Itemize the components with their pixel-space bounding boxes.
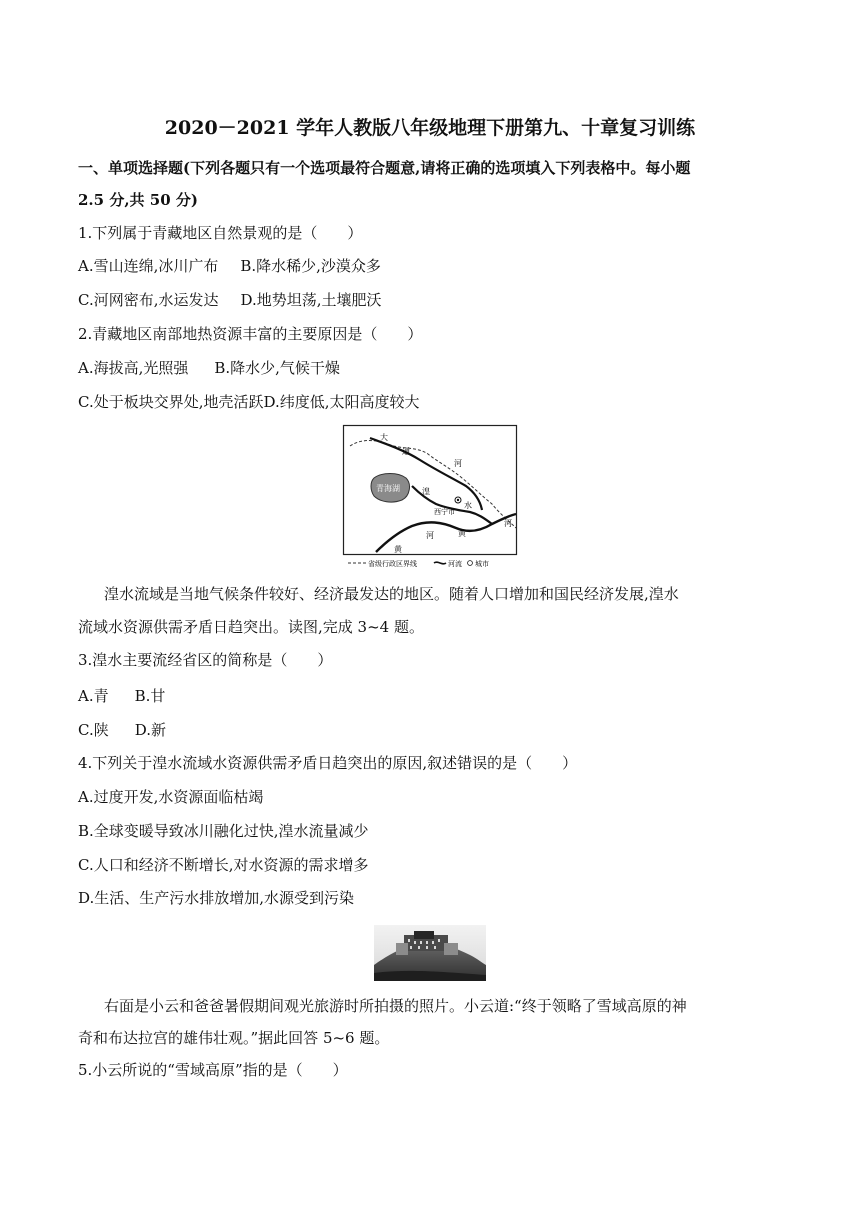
photo-palace-wing-left <box>396 943 408 955</box>
q3-option-a: A.青 <box>78 687 109 705</box>
q4-option-c: C.人口和经济不断增长,对水资源的需求增多 <box>78 856 369 874</box>
map-label-he-bottom: 河 <box>426 531 434 540</box>
map-label-huang-bottom-1: 黄 <box>458 529 466 538</box>
map-label-huang-bottom-2: 黄 <box>394 545 402 554</box>
page-title: 2020－2021 学年人教版八年级地理下册第九、十章复习训练 <box>164 117 696 139</box>
photo-palace-top <box>414 931 434 939</box>
legend-river-symbol <box>434 562 446 564</box>
xining-city-dot <box>457 499 459 501</box>
q3-option-c: C.陕 <box>78 721 109 739</box>
map-label-huang: 湟 <box>422 487 430 496</box>
question-4-stem: 4.下列关于湟水流域水资源供需矛盾日趋突出的原因,叙述错误的是（ ） <box>78 754 578 772</box>
q2-option-a: A.海拔高,光照强 <box>78 359 189 377</box>
passage-2-line1: 右面是小云和爸爸暑假期间观光旅游时所拍摄的照片。小云道:“终于领略了雪域高原的神 <box>104 997 687 1015</box>
legend-river-label: 河流 <box>448 560 462 568</box>
q1-option-b: B.降水稀少,沙漠众多 <box>240 257 381 275</box>
section-heading-line1: 一、单项选择题(下列各题只有一个选项最符合题意,请将正确的选项填入下列表格中。每小题 <box>78 159 691 177</box>
q3-option-d: D.新 <box>134 721 166 739</box>
legend-boundary-label: 省级行政区界线 <box>368 560 417 568</box>
question-2-stem: 2.青藏地区南部地热资源丰富的主要原因是（ ） <box>78 325 423 343</box>
question-1-options-row2 <box>78 290 382 310</box>
q4-option-d: D.生活、生产污水排放增加,水源受到污染 <box>78 889 355 907</box>
passage-2-line2: 奇和布达拉宫的雄伟壮观。”据此回答 5~6 题。 <box>78 1029 390 1047</box>
huangshui-map <box>342 424 518 570</box>
q1-option-a: A.雪山连绵,冰川广布 <box>78 257 219 275</box>
passage-1-line1: 湟水流域是当地气候条件较好、经济最发达的地区。随着人口增加和国民经济发展,湟水 <box>104 585 679 603</box>
map-label-tong: 通 <box>402 447 410 456</box>
question-5-stem: 5.小云所说的“雪域高原”指的是（ ） <box>78 1061 348 1079</box>
question-2-options-row1 <box>78 358 340 378</box>
q2-option-d: D.纬度低,太阳高度较大 <box>263 393 420 411</box>
q1-option-c: C.河网密布,水运发达 <box>78 291 219 309</box>
map-label-he-top: 河 <box>454 459 462 468</box>
question-2-options-row2 <box>78 392 420 412</box>
legend-city-symbol <box>468 561 473 566</box>
q1-option-d: D.地势坦荡,土壤肥沃 <box>240 291 382 309</box>
photo-palace-wing-right <box>444 943 458 955</box>
q4-option-a: A.过度开发,水资源面临枯竭 <box>78 788 264 806</box>
q2-option-c: C.处于板块交界处,地壳活跃 <box>78 393 264 411</box>
map-label-xining: 西宁市 <box>434 508 455 516</box>
passage-1-line2: 流域水资源供需矛盾日趋突出。读图,完成 3~4 题。 <box>78 618 424 636</box>
question-1-stem: 1.下列属于青藏地区自然景观的是（ ） <box>78 224 363 242</box>
map-label-da: 大 <box>380 433 388 442</box>
potala-palace-photo <box>374 925 486 981</box>
question-1-options-row1 <box>78 256 381 276</box>
question-3-options-row1 <box>78 686 165 706</box>
question-3-stem: 3.湟水主要流经省区的简称是（ ） <box>78 651 333 669</box>
question-3-options-row2 <box>78 720 166 740</box>
section-heading-line2: 2.5 分,共 50 分) <box>78 191 198 209</box>
legend-city-label: 城市 <box>475 560 489 568</box>
map-label-qinghaihu: 青海湖 <box>376 484 400 493</box>
q4-option-b: B.全球变暖导致冰川融化过快,湟水流量减少 <box>78 822 369 840</box>
map-label-he-right: 河 <box>504 519 512 528</box>
q3-option-b: B.甘 <box>134 687 166 705</box>
map-label-shui: 水 <box>464 501 472 510</box>
q2-option-b: B.降水少,气候干燥 <box>214 359 340 377</box>
